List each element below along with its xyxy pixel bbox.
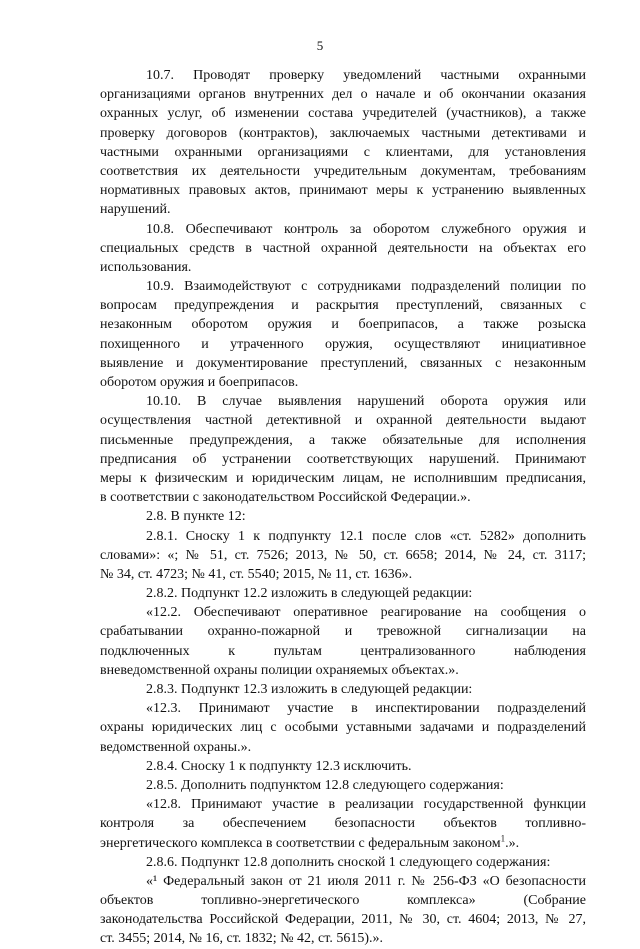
text-line-content: 2.8.6. Подпункт 12.8 дополнить сноской 1 следующего содержания: [146,854,551,870]
text-line-content: оборотом оружия и боеприпасов. [100,375,299,390]
text-line [100,488,586,507]
text-line [100,450,586,469]
text-line-content: похищенного и утраченного оружия, осуществляют инициативное [100,336,586,352]
text-line-content: нарушений. [100,202,171,218]
text-line [100,891,586,910]
text-line [100,853,586,872]
text-line [100,143,586,162]
footnote-marker: 1 [500,832,506,843]
text-line [100,814,586,833]
text-line-content: ведомственной охраны.». [100,739,252,755]
text-line-content: 2.8.2. Подпункт 12.2 изложить в следующей редакции: [146,586,473,602]
text-line-content: соответствия их деятельности учредительным документам, требованиям [100,163,586,179]
text-line-content: словами»: «; № 51, ст. 7526; 2013, № 50, ст. 6658; 2014, № 24, ст. 3117; [100,547,586,563]
text-line-content: ст. 3455; 2014, № 16, ст. 1832; № 42, ст. 5615).». [100,931,383,947]
text-line [100,315,586,334]
text-line [100,603,586,622]
text-line [100,738,586,757]
page-number: 5 [316,38,324,53]
text-line-content: вопросам предупреждения и раскрытия преступлений, связанных с [100,298,586,314]
text-line-content: охраны юридических лиц с особыми уставными задачами и подразделений [100,720,586,736]
text-line-content: «12.8. Принимают участие в реализации государственной функции [146,797,586,813]
text-line-content: контроля за обеспечением безопасности объектов топливно- [100,816,586,832]
text-line-content: охранных услуг, об изменении состава учредителей (участников), а также [100,106,586,122]
text-line [100,335,586,354]
text-line [100,431,586,450]
text-line-content: в соответствии с законодательством Российской Федерации.». [100,490,471,506]
text-line-content: вневедомственной охраны полиции охраняемых объектах.». [100,662,459,678]
text-line-content: частными охранными организациями с клиентами, для установления [100,144,586,160]
text-line-content: 2.8.1. Сноску 1 к подпункту 12.1 после слов «ст. 5282» дополнить [146,528,586,544]
text-line-content: использования. [100,259,192,275]
text-line [100,124,586,143]
text-line-content: объектов топливно-энергетического комплекса» (Собрание [100,893,586,909]
text-line-content: меры к физическим и юридическим лицам, не исполнившим предписания, [100,470,586,486]
text-line [100,929,586,948]
text-line-content: 10.7. Проводят проверку уведомлений частными охранными [146,68,586,83]
text-line [100,718,586,737]
text-line-content: нормативных правовых актов, принимают меры к устранению выявленных [100,183,586,199]
text-line [100,757,586,776]
text-line [100,776,586,795]
text-line [100,661,586,680]
text-line-content: осуществления частной детективной и охранной деятельности выдают [100,413,586,429]
text-line [100,527,586,546]
text-line-content: срабатывании охранно-пожарной и тревожной сигнализации на [100,624,586,640]
text-line [100,258,586,277]
document-body [100,66,586,949]
text-line [100,239,586,258]
text-line-tail: .». [505,835,520,851]
text-line [100,85,586,104]
text-line-content: «12.2. Обеспечивают оперативное реагирование на сообщения о [146,605,586,621]
text-line [100,795,586,814]
text-line [100,680,586,699]
text-line [100,296,586,315]
text-line [100,66,586,85]
text-line-content: законодательства Российской Федерации, 2011, № 30, ст. 4604; 2013, № 27, [100,912,586,928]
text-line [100,354,586,373]
text-line [100,507,586,526]
text-line [100,584,586,603]
text-line [100,104,586,123]
text-line-content: письменные предупреждения, а также обязательные для исполнения [100,432,586,448]
text-line [100,642,586,661]
text-line [100,910,586,929]
text-line-content: 10.8. Обеспечивают контроль за оборотом служебного оружия и [146,221,586,237]
text-line-content: специальных средств в частной охранной деятельности на объектах его [100,240,586,256]
text-line [100,181,586,200]
text-line-content: выявление и документирование преступлений, связанных с незаконным [100,355,586,371]
text-line [100,546,586,565]
text-line [100,834,586,853]
text-line [100,699,586,718]
text-line-content: 2.8.4. Сноску 1 к подпункту 12.3 исключить. [146,758,412,774]
text-line-content: № 34, ст. 4723; № 41, ст. 5540; 2015, № 11, ст. 1636». [100,566,413,582]
text-line [100,469,586,488]
text-line-content: «12.3. Принимают участие в инспектировании подразделений [146,701,586,717]
text-line [100,392,586,411]
text-line-content: энергетического комплекса в соответствии с федеральным законом [100,835,501,851]
text-line-content: организациями органов внутренних дел о начале и об окончании оказания [100,87,586,103]
text-line [100,200,586,219]
text-line [100,872,586,891]
text-line [100,411,586,430]
text-line [100,373,586,392]
text-line-content: 2.8.5. Дополнить подпунктом 12.8 следующего содержания: [146,777,504,793]
text-line-content: проверку договоров (контрактов), заключаемых частными детективами и [100,125,586,141]
text-line-content: подключенных к пультам централизованного наблюдения [100,643,586,659]
text-line-content: 10.10. В случае выявления нарушений оборота оружия или [146,394,586,410]
text-line [100,162,586,181]
text-line [100,622,586,641]
text-line [100,565,586,584]
text-line [100,220,586,239]
text-line-content: «¹ Федеральный закон от 21 июля 2011 г. № 256-ФЗ «О безопасности [146,873,586,889]
text-line-content: 10.9. Взаимодействуют с сотрудниками подразделений полиции по [146,279,586,295]
text-line-content: 2.8. В пункте 12: [146,509,246,525]
text-line-content: 2.8.3. Подпункт 12.3 изложить в следующей редакции: [146,682,473,697]
text-line [100,277,586,296]
text-line-content: предписания об устранении соответствующих нарушений. Принимают [100,451,586,467]
text-line-content: незаконным оборотом оружия и боеприпасов, а также розыска [100,317,586,333]
